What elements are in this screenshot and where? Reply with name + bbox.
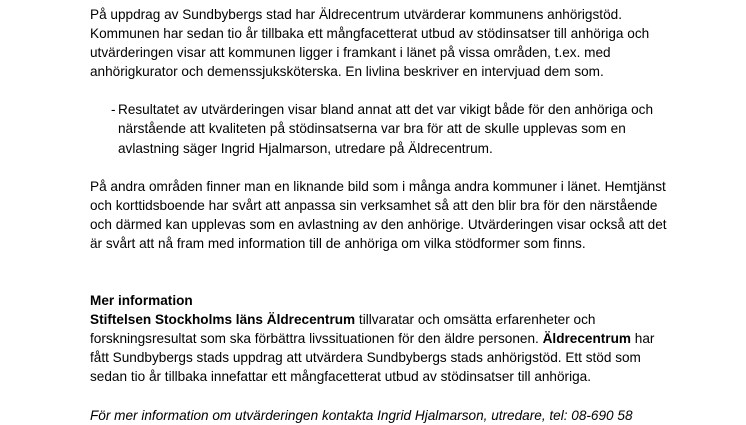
more-info-text-2: har fått Sundbybergs stads uppdrag att utvärdera Sundbybergs stads anhörigstöd. Ett stöd som sedan tio år tillbaka innefattar ett mångfacetterat utbud av stödinsatser till anhöriga.	[90, 331, 655, 385]
org-name: Stiftelsen Stockholms läns Äldrecentrum	[90, 312, 356, 328]
body-paragraph: På andra områden finner man en liknande bild som i många andra kommuner i länet. Hemtjänst och korttidsboende har svårt att anpassa sin verksamhet så att den blir bra för den närstående och därmed kan upplevas som en avlastning av den anhörige. Utvärderingen visar också att det är svårt att nå fram med information till de anhöriga om vilka stödformer som finns.	[90, 178, 667, 251]
intro-paragraph: På uppdrag av Sundbybergs stad har Äldrecentrum utvärderar kommunens anhörigstöd. Kommunen har sedan tio år tillbaka ett mångfacetterat utbud av stödinsatser till anhöriga och utvärderingen visar att kommunen ligger i framkant i länet på vissa områden, t.ex. med anhörigkurator och demenssjuksköterska. En livlina beskriver en intervjuad dem som.	[90, 7, 650, 80]
more-info-heading: Mer information	[90, 293, 193, 309]
more-info-paragraph	[90, 310, 670, 386]
bullet-marker: -	[111, 102, 116, 118]
bullet-item	[90, 100, 670, 157]
bullet-text: Resultatet av utvärderingen visar bland annat att det var vikigt både för den anhöriga och närstående att kvaliteten på stödinsatserna var bra för att de skulle upplevas som en avlastning säger Ingrid Hjalmarson, utredare på Äldrecentrum.	[118, 102, 654, 156]
document-page	[90, 5, 670, 425]
more-info-text-1: tillvaratar och omsätta erfarenheter och forskningsresultat som ska förbättra livssituationen för den äldre personen.	[90, 312, 596, 347]
org-short-name: Äldrecentrum	[542, 331, 631, 347]
contact-line: För mer information om utvärderingen kontakta Ingrid Hjalmarson, utredare, tel: 08-690 58	[90, 407, 633, 423]
